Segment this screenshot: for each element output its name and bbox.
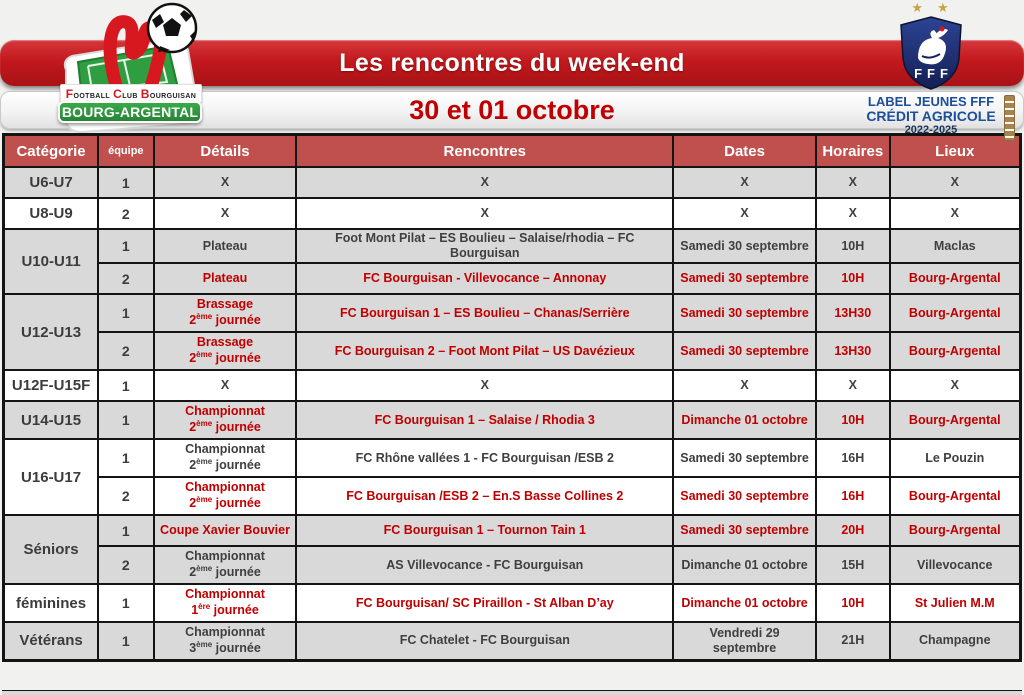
- espoir-badge-icon: [1004, 95, 1015, 141]
- time-cell: X: [816, 370, 890, 401]
- date-cell: Samedi 30 septembre: [673, 294, 816, 332]
- table-row: [4, 229, 1021, 263]
- team-cell: 1: [98, 439, 153, 477]
- place-cell: Bourg-Argental: [890, 401, 1021, 439]
- fff-crest: [898, 16, 964, 90]
- team-cell: 1: [98, 584, 153, 622]
- place-cell: Bourg-Argental: [890, 477, 1021, 515]
- team-cell: 1: [98, 229, 153, 263]
- table-header: [4, 135, 1021, 168]
- details-cell: X: [154, 198, 297, 229]
- date-cell: Vendredi 29 septembre: [673, 622, 816, 660]
- category-cell: U16-U17: [4, 439, 99, 515]
- fff-label-line1: LABEL JEUNES FFF: [867, 94, 995, 109]
- details-cell: X: [154, 370, 297, 401]
- date-cell: Dimanche 01 octobre: [673, 401, 816, 439]
- time-cell: 10H: [816, 229, 890, 263]
- category-cell: U12F-U15F: [4, 370, 99, 401]
- match-cell: FC Bourguisan 1 – Tournon Tain 1: [296, 515, 673, 546]
- category-cell: féminines: [4, 584, 99, 622]
- col-header-rencontres: Rencontres: [296, 135, 673, 168]
- match-cell: FC Bourguisan 1 – Salaise / Rhodia 3: [296, 401, 673, 439]
- team-cell: 2: [98, 332, 153, 370]
- time-cell: 10H: [816, 584, 890, 622]
- date-cell: Samedi 30 septembre: [673, 263, 816, 294]
- page-title: Les rencontres du week-end: [339, 48, 685, 77]
- details-cell: Brassage 2ème journée: [154, 332, 297, 370]
- place-cell: Villevocance: [890, 546, 1021, 584]
- details-cell: Brassage 2ème journée: [154, 294, 297, 332]
- time-cell: X: [816, 167, 890, 198]
- match-cell: AS Villevocance - FC Bourguisan: [296, 546, 673, 584]
- time-cell: 16H: [816, 477, 890, 515]
- table-row: [4, 332, 1021, 370]
- match-cell: FC Bourguisan 2 – Foot Mont Pilat – US Davézieux: [296, 332, 673, 370]
- place-cell: Bourg-Argental: [890, 332, 1021, 370]
- time-cell: 13H30: [816, 332, 890, 370]
- place-cell: Bourg-Argental: [890, 515, 1021, 546]
- match-cell: FC Rhône vallées 1 - FC Bourguisan /ESB 2: [296, 439, 673, 477]
- football-icon: [148, 4, 196, 52]
- category-cell: U8-U9: [4, 198, 99, 229]
- place-cell: Le Pouzin: [890, 439, 1021, 477]
- table-row: [4, 439, 1021, 477]
- fff-label: [846, 95, 1016, 136]
- place-cell: X: [890, 370, 1021, 401]
- team-cell: 1: [98, 622, 153, 660]
- date-cell: Dimanche 01 octobre: [673, 546, 816, 584]
- table-body: [4, 167, 1021, 660]
- team-cell: 1: [98, 167, 153, 198]
- col-header-dates: Dates: [673, 135, 816, 168]
- col-header-horaires: Horaires: [816, 135, 890, 168]
- club-banner-label: BOURG-ARGENTAL: [61, 104, 199, 120]
- team-cell: 2: [98, 198, 153, 229]
- match-cell: X: [296, 198, 673, 229]
- date-cell: Dimanche 01 octobre: [673, 584, 816, 622]
- place-cell: Champagne: [890, 622, 1021, 660]
- team-cell: 2: [98, 546, 153, 584]
- details-cell: Plateau: [154, 229, 297, 263]
- team-cell: 2: [98, 263, 153, 294]
- date-cell: Samedi 30 septembre: [673, 477, 816, 515]
- time-cell: 16H: [816, 439, 890, 477]
- place-cell: St Julien M.M: [890, 584, 1021, 622]
- table-row: [4, 294, 1021, 332]
- details-cell: Championnat 2ème journée: [154, 401, 297, 439]
- category-cell: U12-U13: [4, 294, 99, 370]
- fff-label-line2: CRÉDIT AGRICOLE: [866, 108, 996, 124]
- match-cell: X: [296, 370, 673, 401]
- details-cell: Championnat 3ème journée: [154, 622, 297, 660]
- date-cell: Samedi 30 septembre: [673, 332, 816, 370]
- team-cell: 2: [98, 477, 153, 515]
- table-row: [4, 584, 1021, 622]
- time-cell: 15H: [816, 546, 890, 584]
- fff-label-line3: 2022-2025: [904, 124, 958, 136]
- table-row: [4, 515, 1021, 546]
- category-cell: U14-U15: [4, 401, 99, 439]
- table-row: [4, 167, 1021, 198]
- category-cell: U10-U11: [4, 229, 99, 294]
- table-row: [4, 263, 1021, 294]
- team-cell: 1: [98, 370, 153, 401]
- match-cell: X: [296, 167, 673, 198]
- place-cell: Bourg-Argental: [890, 263, 1021, 294]
- team-cell: 1: [98, 294, 153, 332]
- team-cell: 1: [98, 401, 153, 439]
- club-banner: [58, 101, 202, 123]
- place-cell: X: [890, 198, 1021, 229]
- table-row: [4, 370, 1021, 401]
- details-cell: Plateau: [154, 263, 297, 294]
- details-cell: Championnat 2ème journée: [154, 546, 297, 584]
- table-row: [4, 546, 1021, 584]
- fixtures-table: [2, 133, 1022, 662]
- date-cell: Samedi 30 septembre: [673, 439, 816, 477]
- category-cell: Vétérans: [4, 622, 99, 660]
- date-cell: X: [673, 167, 816, 198]
- match-cell: Foot Mont Pilat – ES Boulieu – Salaise/rhodia – FC Bourguisan: [296, 229, 673, 263]
- category-cell: U6-U7: [4, 167, 99, 198]
- date-cell: X: [673, 370, 816, 401]
- date-cell: Samedi 30 septembre: [673, 229, 816, 263]
- match-cell: FC Bourguisan/ SC Piraillon - St Alban D’ay: [296, 584, 673, 622]
- team-cell: 1: [98, 515, 153, 546]
- club-logo: [52, 0, 208, 136]
- time-cell: 21H: [816, 622, 890, 660]
- category-cell: Séniors: [4, 515, 99, 584]
- match-cell: FC Bourguisan 1 – ES Boulieu – Chanas/Serrière: [296, 294, 673, 332]
- time-cell: 10H: [816, 401, 890, 439]
- time-cell: X: [816, 198, 890, 229]
- col-header-categorie: Catégorie: [4, 135, 99, 168]
- bottom-strip: [2, 690, 1022, 695]
- place-cell: Bourg-Argental: [890, 294, 1021, 332]
- details-cell: Coupe Xavier Bouvier: [154, 515, 297, 546]
- col-header-lieux: Lieux: [890, 135, 1021, 168]
- details-cell: Championnat 1ère journée: [154, 584, 297, 622]
- place-cell: X: [890, 167, 1021, 198]
- fff-crest-text: FFF: [914, 66, 953, 81]
- club-word-1: FOOTBALL: [65, 86, 111, 101]
- match-cell: FC Bourguisan - Villevocance – Annonay: [296, 263, 673, 294]
- star-icons: ★★: [911, 0, 963, 15]
- table-row: [4, 401, 1021, 439]
- match-cell: FC Chatelet - FC Bourguisan: [296, 622, 673, 660]
- details-cell: Championnat 2ème journée: [154, 477, 297, 515]
- details-cell: X: [154, 167, 297, 198]
- time-cell: 20H: [816, 515, 890, 546]
- date-subtitle: 30 et 01 octobre: [409, 94, 615, 125]
- col-header-equipe: équipe: [98, 135, 153, 168]
- col-header-details: Détails: [154, 135, 297, 168]
- table-row: [4, 477, 1021, 515]
- date-cell: X: [673, 198, 816, 229]
- time-cell: 10H: [816, 263, 890, 294]
- table-row: [4, 622, 1021, 660]
- place-cell: Maclas: [890, 229, 1021, 263]
- table-row: [4, 198, 1021, 229]
- match-cell: FC Bourguisan /ESB 2 – En.S Basse Collines 2: [296, 477, 673, 515]
- time-cell: 13H30: [816, 294, 890, 332]
- club-word-3: BOURGUISAN: [140, 86, 197, 101]
- club-word-2: CLUB: [113, 86, 138, 101]
- fff-block: [846, 0, 1016, 136]
- details-cell: Championnat 2ème journée: [154, 439, 297, 477]
- date-cell: Samedi 30 septembre: [673, 515, 816, 546]
